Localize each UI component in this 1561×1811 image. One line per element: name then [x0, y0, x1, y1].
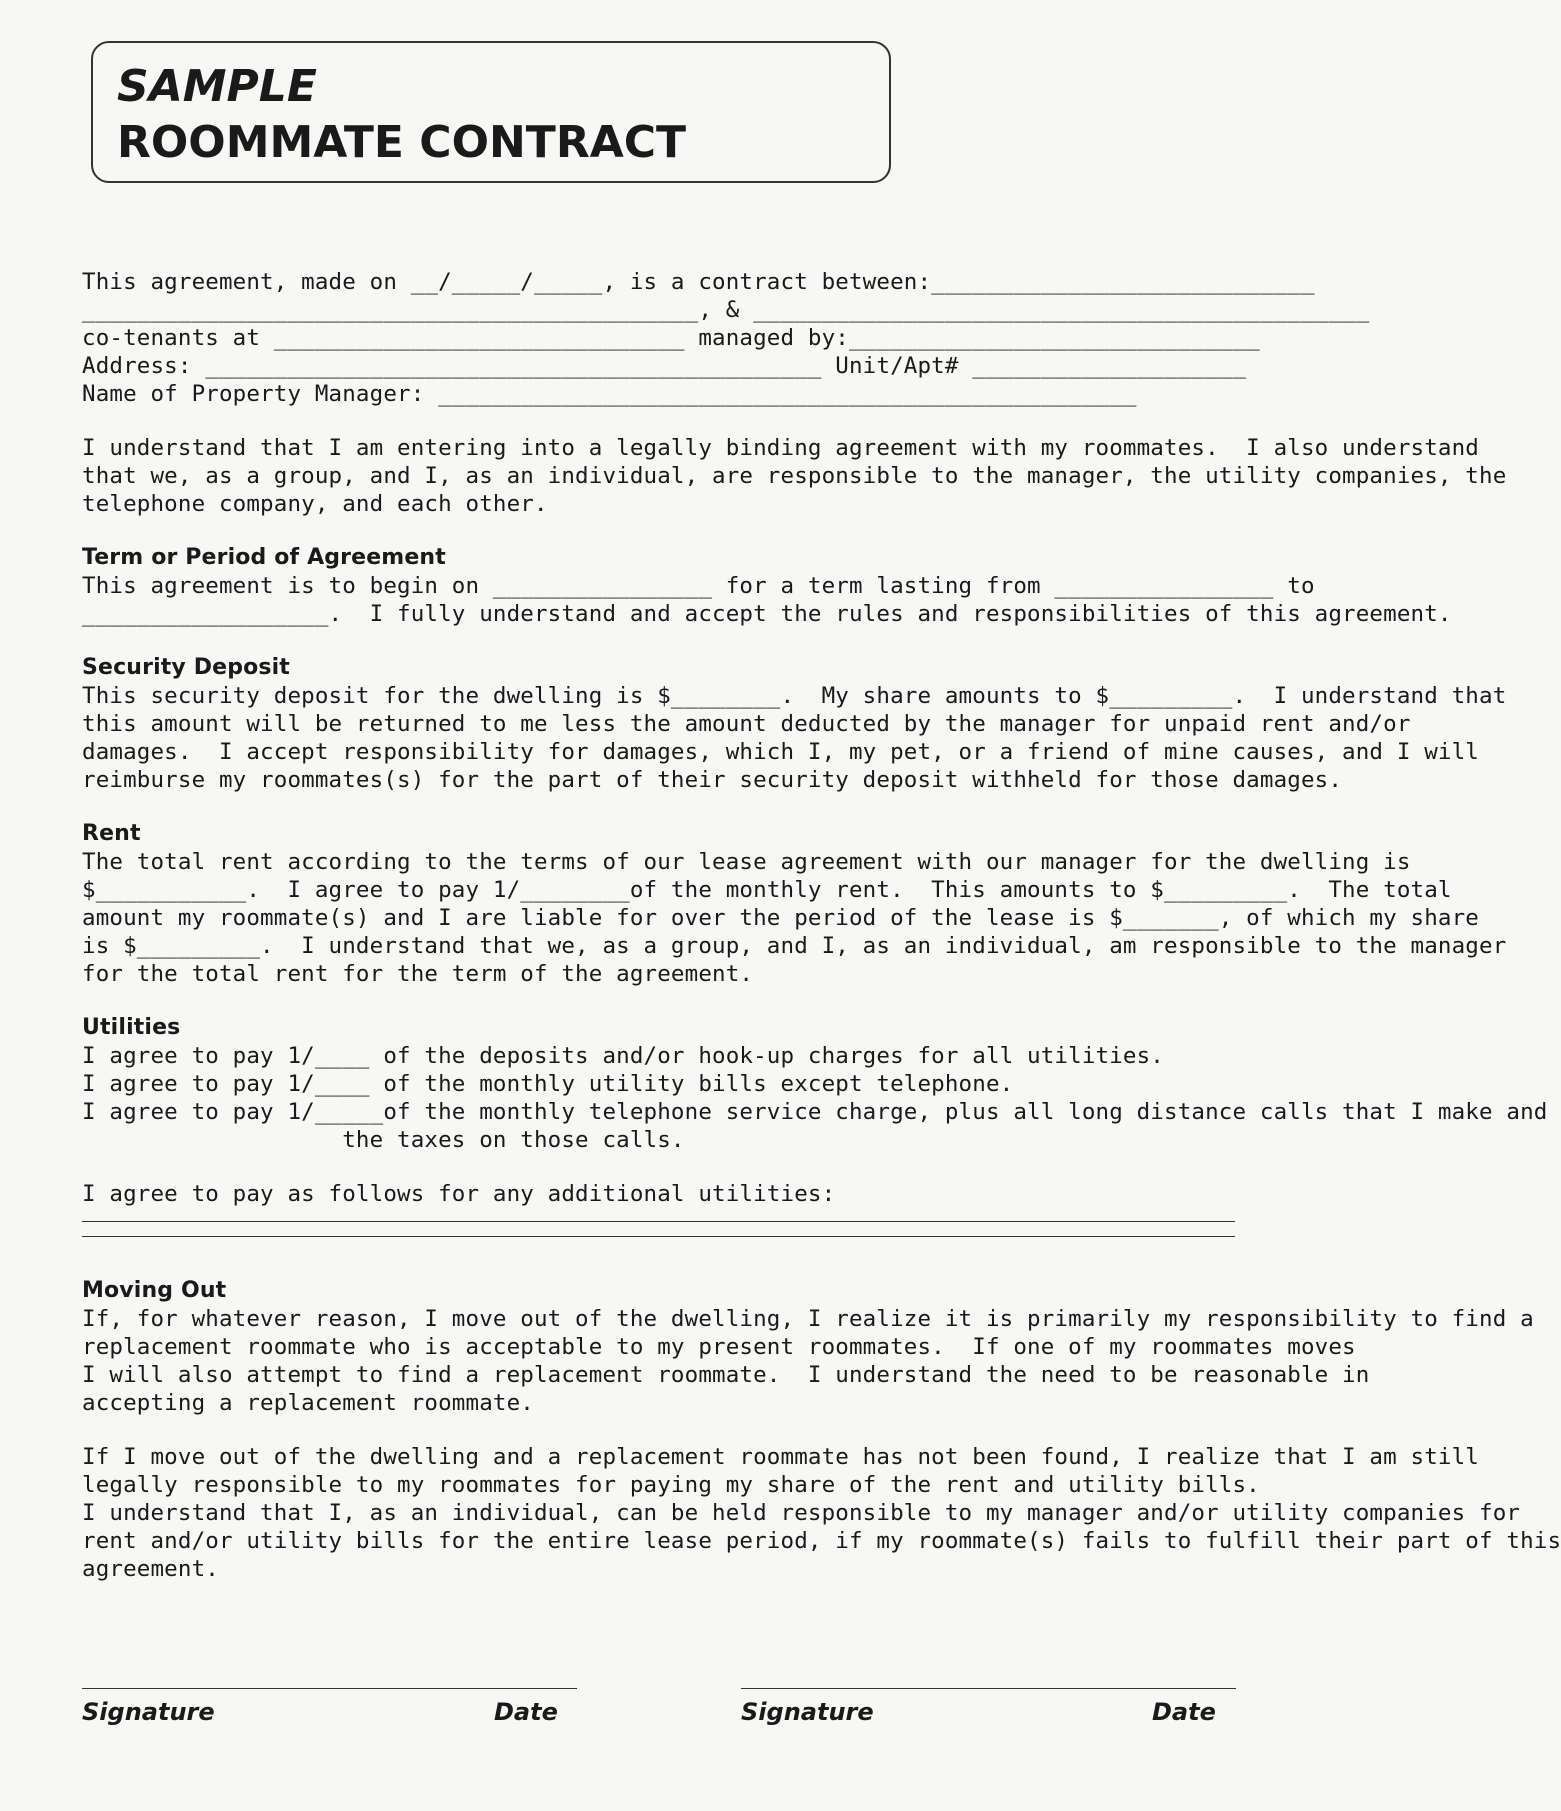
section-heading: Term or Period of Agreement — [82, 545, 446, 570]
paragraph-line: I agree to pay 1/____ of the deposits and/or hook-up charges for all utilities. — [82, 1043, 1164, 1069]
paragraph-line: I will also attempt to find a replacement roommate. I understand the need to be reasonable in — [82, 1362, 1370, 1388]
signature-line[interactable] — [82, 1688, 577, 1689]
paragraph-line: the taxes on those calls. — [82, 1127, 685, 1153]
paragraph-line: that we, as a group, and I, as an individual, are responsible to the manager, the utility companies, the — [82, 463, 1507, 489]
title-contract: ROOMMATE CONTRACT — [117, 117, 687, 168]
paragraph-line: for the total rent for the term of the agreement. — [82, 961, 754, 987]
intro-line: co-tenants at ______________________________ managed by:______________________________ — [82, 325, 1260, 351]
paragraph-line: agreement. — [82, 1556, 219, 1582]
contract-body — [82, 268, 1561, 1583]
moving-out-section — [82, 1277, 1561, 1583]
paragraph-line: is $_________. I understand that we, as a group, and I, as an individual, am responsible to the manager — [82, 933, 1507, 959]
security-section — [82, 654, 1507, 794]
paragraph-line: rent and/or utility bills for the entire lease period, if my roommate(s) fails to fulfill their part of this — [82, 1528, 1561, 1554]
paragraph-line: telephone company, and each other. — [82, 491, 548, 517]
paragraph-line: I agree to pay 1/_____of the monthly telephone service charge, plus all long distance calls that I make and — [82, 1099, 1548, 1125]
date-label: Date — [494, 1698, 558, 1726]
paragraph-line: The total rent according to the terms of our lease agreement with our manager for the dwelling is — [82, 849, 1411, 875]
paragraph-line: replacement roommate who is acceptable to my present roommates. If one of my roommates moves — [82, 1334, 1356, 1360]
additional-utilities-line: I agree to pay as follows for any additional utilities: — [82, 1181, 836, 1207]
intro-line: _____________________________________________, & _____________________________________________ — [82, 297, 1370, 323]
paragraph-line: I understand that I am entering into a legally binding agreement with my roommates. I also understand — [82, 435, 1480, 461]
blank-fill-line[interactable] — [82, 1236, 1235, 1238]
paragraph-line: This agreement is to begin on ________________ for a term lasting from ________________ to — [82, 573, 1315, 599]
date-label: Date — [1152, 1698, 1216, 1726]
paragraph-line: $___________. I agree to pay 1/________of the monthly rent. This amounts to $_________. The total — [82, 877, 1452, 903]
paragraph-line: If I move out of the dwelling and a replacement roommate has not been found, I realize that I am still — [82, 1444, 1480, 1470]
paragraph-line: reimburse my roommates(s) for the part of their security deposit withheld for those damages. — [82, 767, 1343, 793]
signature-block-right — [741, 1688, 1236, 1728]
utilities-section — [82, 1014, 1548, 1238]
paragraph-line: __________________. I fully understand and accept the rules and responsibilities of this agreement. — [82, 601, 1452, 627]
paragraph-line: this amount will be returned to me less the amount deducted by the manager for unpaid rent and/or — [82, 711, 1411, 737]
blank-fill-line[interactable] — [82, 1221, 1235, 1223]
intro-section — [82, 268, 1370, 408]
section-heading: Rent — [82, 821, 141, 846]
rent-section — [82, 820, 1507, 988]
intro-line: Address: _____________________________________________ Unit/Apt# ____________________ — [82, 353, 1247, 379]
paragraph-line: I understand that I, as an individual, can be held responsible to my manager and/or utility companies for — [82, 1500, 1521, 1526]
paragraph-line: amount my roommate(s) and I are liable for over the period of the lease is $_______, of which my share — [82, 905, 1480, 931]
paragraph-line: This security deposit for the dwelling is $________. My share amounts to $_________. I understand that — [82, 683, 1507, 709]
intro-line: Name of Property Manager: ___________________________________________________ — [82, 381, 1137, 407]
title-sample: SAMPLE — [117, 61, 317, 112]
section-heading: Security Deposit — [82, 655, 290, 680]
title-box — [91, 41, 891, 183]
section-heading: Moving Out — [82, 1278, 227, 1303]
paragraph-line: accepting a replacement roommate. — [82, 1390, 534, 1416]
signature-block-left — [82, 1688, 577, 1728]
intro-line: This agreement, made on __/_____/_____, is a contract between:____________________________ — [82, 269, 1315, 295]
paragraph-line: legally responsible to my roommates for paying my share of the rent and utility bills. — [82, 1472, 1260, 1498]
signature-label: Signature — [82, 1698, 215, 1726]
term-section — [82, 544, 1452, 628]
understanding-section — [82, 434, 1507, 518]
paragraph-line: damages. I accept responsibility for damages, which I, my pet, or a friend of mine causes, and I will — [82, 739, 1480, 765]
signature-line[interactable] — [741, 1688, 1236, 1689]
paragraph-line: If, for whatever reason, I move out of the dwelling, I realize it is primarily my responsibility to find a — [82, 1306, 1534, 1332]
section-heading: Utilities — [82, 1015, 181, 1040]
signature-label: Signature — [741, 1698, 874, 1726]
paragraph-line: I agree to pay 1/____ of the monthly utility bills except telephone. — [82, 1071, 1014, 1097]
